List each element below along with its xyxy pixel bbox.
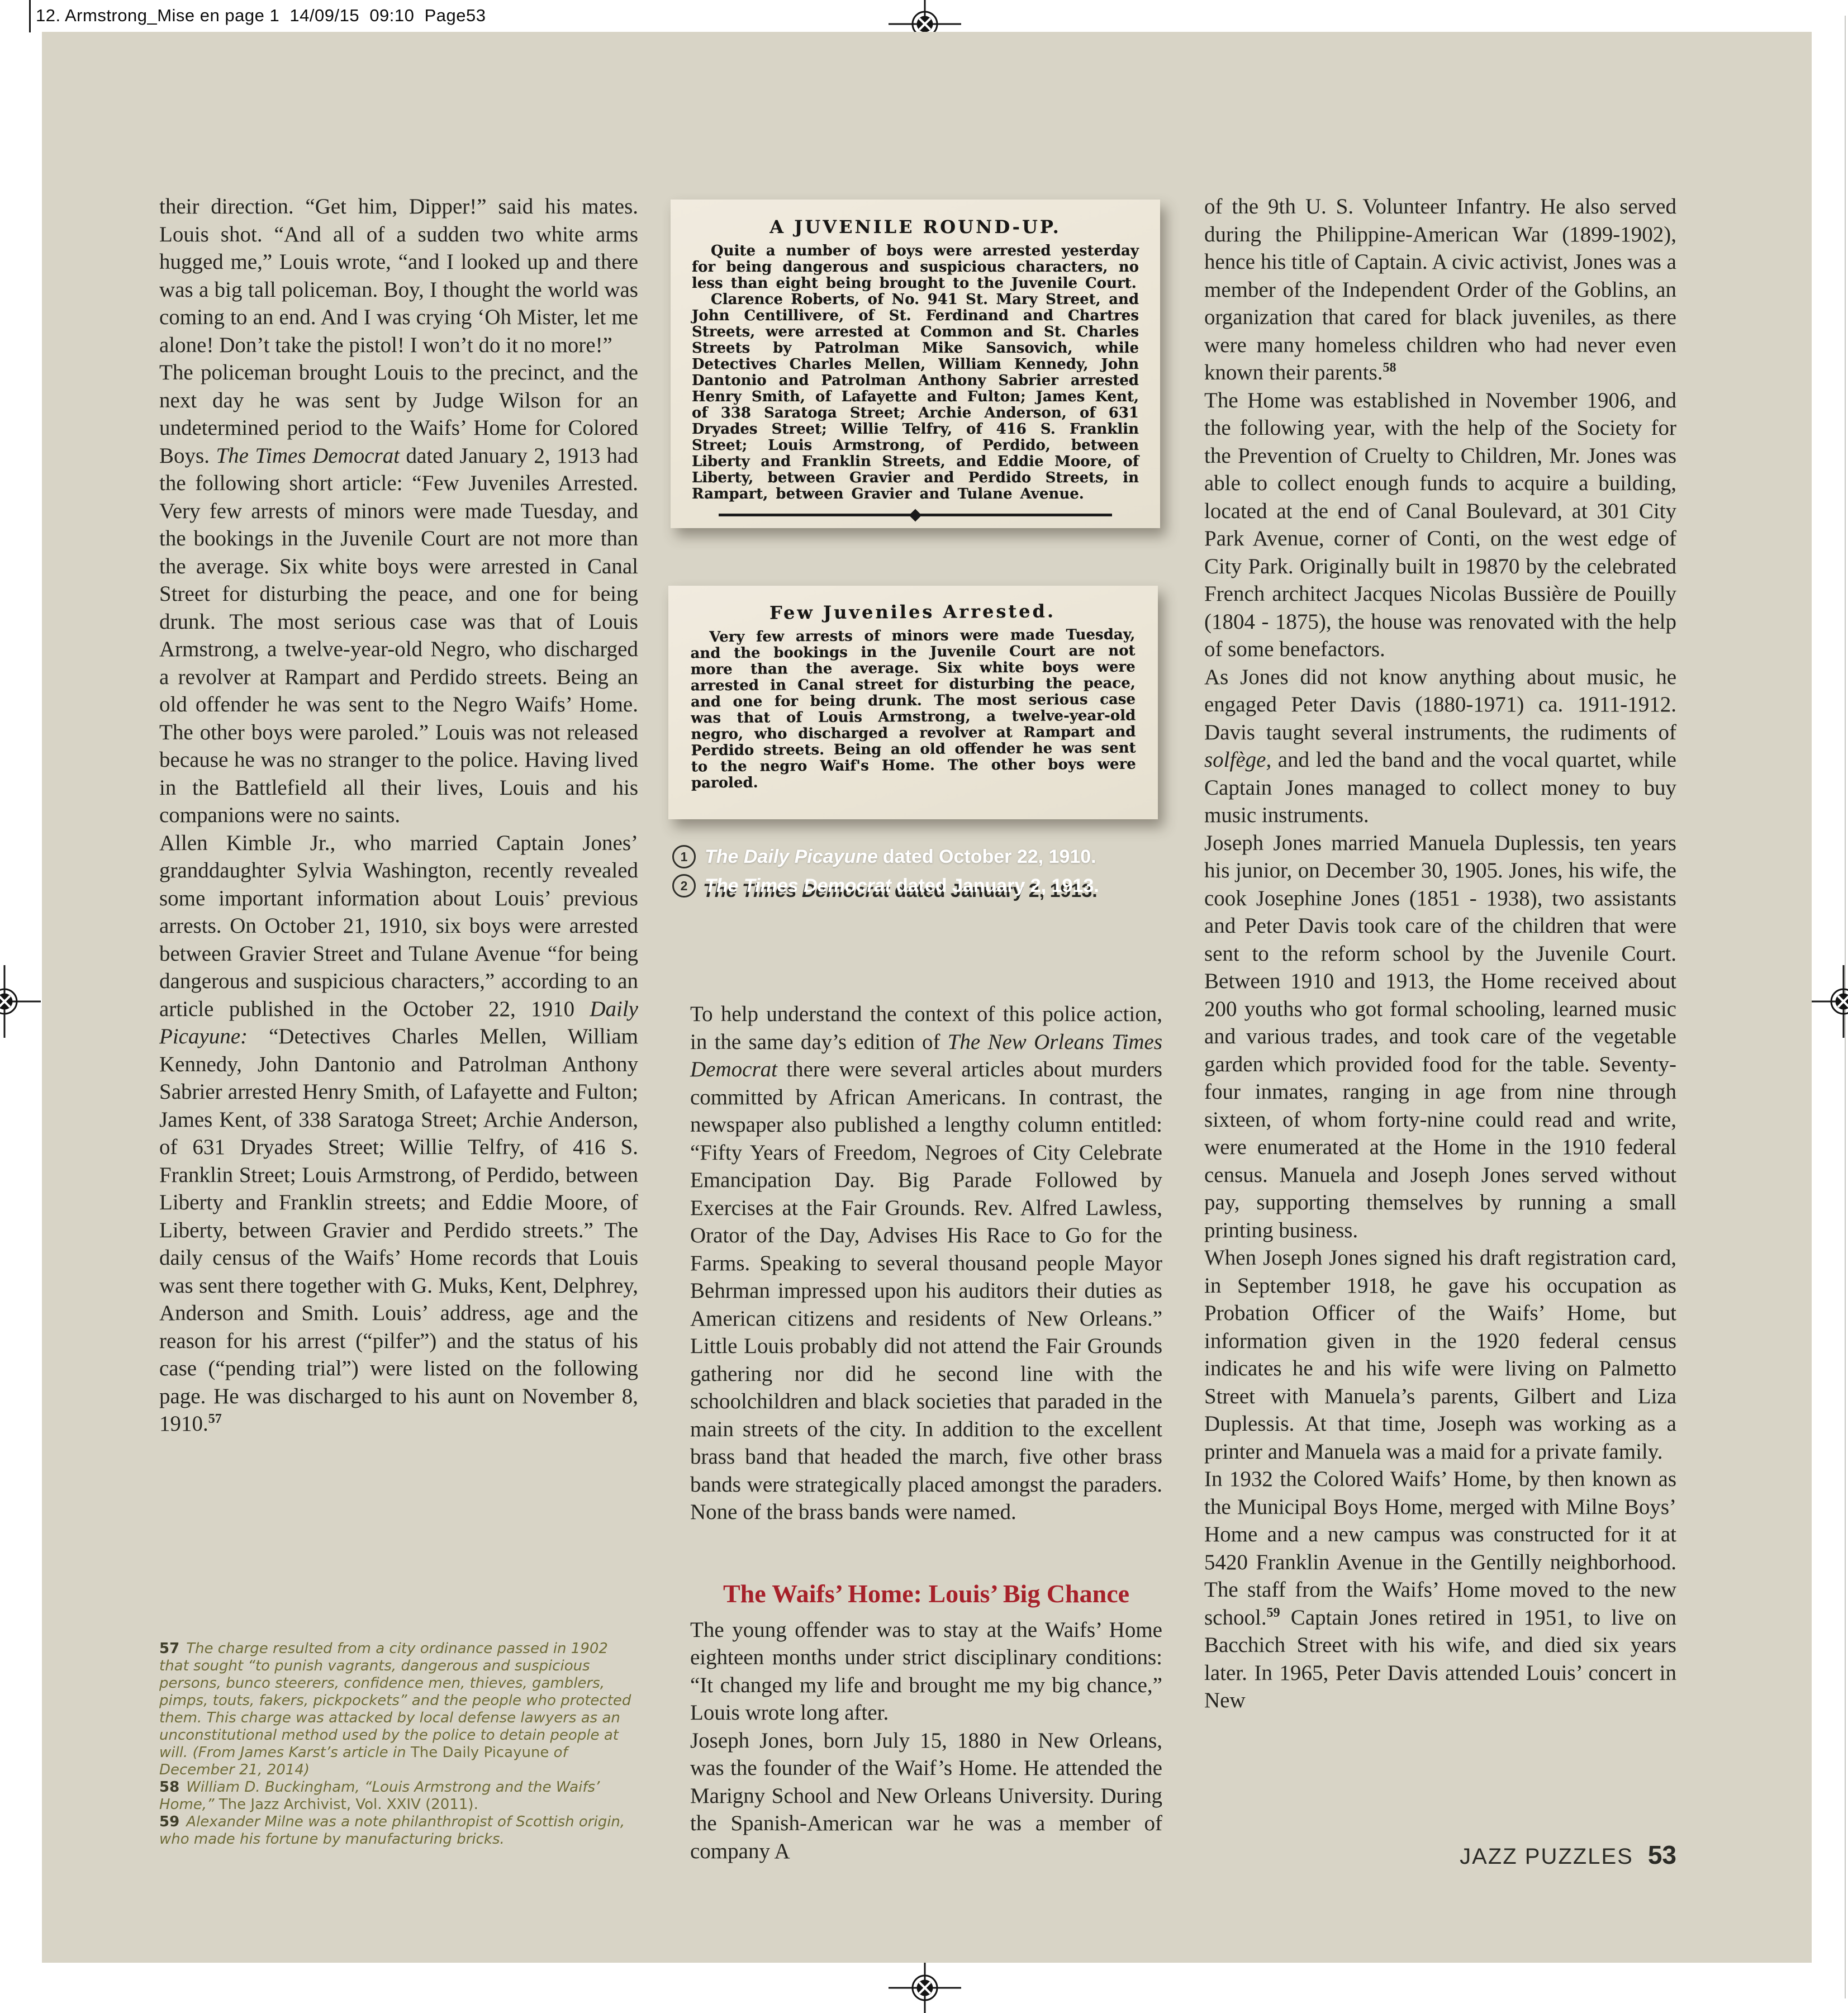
registration-mark-icon: [1807, 965, 1848, 1038]
body-paragraph: Joseph Jones married Manuela Duplessis, ten years his junior, on December 30, 1905. Jones, his wife, the cook Josephine Jones (1851 - 1938), two assistants and Peter Davis took care of the children that were sent to the reform school by the Juvenile Court. Between 1910 and 1913, the Home received about 200 youths who got formal schooling, learned music and various trades, and took care of the vegetable garden which provided food for the table. Seventy-four inmates, ranging in age from nine through sixteen, of whom forty-nine could read and write, were enumerated at the Home in the 1910 federal census. Manuela and Joseph Jones served without pay, supporting themselves by running a small printing business.: [1204, 830, 1676, 1242]
figure-caption-2: [672, 874, 1099, 898]
body-paragraph: The Home was established in November 1906, and the following year, with the help of the Society for the Prevention of Cruelty to Children, Mr. Jones was able to collect enough funds to acquire a building, located at the end of Canal Boulevard, at 301 City Park Avenue, corner of Conti, on the west edge of City Park. Originally built in 19870 by the celebrated French architect Jacques Nicolas Bussière de Pouilly (1804 - 1875), the house was renovated with the help of some benefactors.: [1204, 388, 1676, 661]
footnotes-block: [159, 1640, 640, 1848]
body-paragraph: When Joseph Jones signed his draft registration card, in September 1918, he gave his occupation as Probation Officer of the Waifs’ Home, but information given in the 1920 federal census indicates he and his wife were living on Palmetto Street with Manuela’s parents, Gilbert and Liza Duplessis. At that time, Joseph was working as a printer and Manuela was a maid for a private family.: [1204, 1246, 1676, 1464]
clipping-headline: Few Juveniles Arrested.: [769, 600, 1056, 624]
body-paragraph: The policeman brought Louis to the precinct, and the next day he was sent by Judge Wilson for an undetermined period to the Waifs’ Home for Colored Boys. The Times Democrat dated January 2, 1913 had the following short article: “Few Juveniles Arrested. Very few arrests of minors were made Tuesday, and the bookings in the Juvenile Court are not more than the average. Six white boys were arrested in Canal Street for disturbing the peace, and one for being drunk. The most serious case was that of Louis Armstrong, a twelve-year-old Negro, who discharged a revolver at Rampart and Perdido streets. Being an old offender he was sent to the Negro Waifs’ Home. The other boys were paroled.” Louis was not released because he was no stranger to the police. Having lived in the Battlefield all their lives, Louis and his companions were no saints.: [159, 360, 638, 827]
caption-text: [705, 875, 1099, 897]
caption-date: dated October 22, 1910.: [882, 846, 1096, 867]
body-paragraph: In 1932 the Colored Waifs’ Home, by then known as the Municipal Boys Home, merged with Milne Boys’ Home and a new campus was constructed for it at 5420 Franklin Avenue in the Gentilly neighborhood. The staff from the Waifs’ Home moved to the new school.$^{59}$ Captain Jones retired in 1951, to live on Bacchich Street with his wife, and died six years later. In 1965, Peter Davis attended Louis’ concert in New: [1204, 1467, 1676, 1712]
body-paragraph: their direction. “Get him, Dipper!” said his mates. Louis shot. “And all of a sudden two white arms hugged me,” Louis wrote, “and I looked up and there was a big tall policeman. Boy, I thought the world was coming to an end. And I was crying ‘Oh Mister, let me alone! Don’t take the pistol! I won’t do it no more!”: [159, 194, 638, 357]
book-page: [42, 32, 1812, 1963]
body-paragraph: of the 9th U. S. Volunteer Infantry. He also served during the Philippine-American War (1899-1902), hence his title of Captain. A civic activist, Jones was a member of the Independent Order of the Goblins, an organization that cared for black juveniles, as there were many homeless children who had never even known their parents.$^{58}$: [1204, 194, 1676, 384]
crop-mark-line: [29, 0, 31, 32]
newspaper-clipping-few-juveniles: [668, 586, 1158, 819]
circled-number-1-icon: 1: [672, 845, 696, 868]
footnote-text: The charge resulted from a city ordinance passed in 1902 that sought “to punish vagrants, dangerous and suspicious persons, bunco steerers, confidence men, thieves, gamblers, pimps, touts, fakers, pickpockets” and the people who protected them. This charge was attacked by local defense lawyers as an unconstitutional method used by the police to detain people at will. (From James Karst’s article in The Daily Picayune of December 21, 2014): [159, 1640, 631, 1778]
body-paragraph: The young offender was to stay at the Waifs’ Home eighteen months under strict disciplinary conditions: “It changed my life and brought me my big chance,” Louis wrote long after.: [690, 1617, 1162, 1725]
diamond-ornament-icon: [909, 509, 922, 521]
circled-number-2-icon: 2: [672, 874, 696, 898]
section-heading: The Waifs’ Home: Louis’ Big Chance: [723, 1579, 1130, 1608]
middle-column: [690, 1000, 1162, 1865]
footnote-text: William D. Buckingham, “Louis Armstrong and the Waifs’ Home,” The Jazz Archivist, Vol. XXIV (2011).: [159, 1779, 600, 1813]
footnote-number: 57: [159, 1640, 180, 1657]
caption-source-title: The Times Democrat: [705, 875, 891, 896]
footnote-number: 59: [159, 1813, 180, 1830]
footnote-text: Alexander Milne was a note philanthropist of Scottish origin, who made his fortune by manufacturing bricks.: [159, 1813, 625, 1848]
body-paragraph: Allen Kimble Jr., who married Captain Jones’ granddaughter Sylvia Washington, recently revealed some important information about Louis’ previous arrests. On October 21, 1910, six boys were arrested between Gravier Street and Tulane Avenue “for being dangerous and suspicious characters,” according to an article published in the October 22, 1910 Daily Picayune: “Detectives Charles Mellen, William Kennedy, John Dantonio and Patrolman Anthony Sabrier arrested Henry Smith, of Lafayette and Fulton; James Kent, of 338 Saratoga Street; Archie Anderson, of 631 Dryades Street; Willie Telfry, of 416 S. Franklin Street; Louis Armstrong, of Perdido, between Liberty and Franklin streets; and Eddie Moore, of Liberty, between Gravier and Perdido streets.” The daily census of the Waifs’ Home records that Louis was sent there together with G. Muks, Kent, Delphrey, Anderson and Smith. Louis’ address, age and the reason for his arrest (“pilfer”) and the status of his case (“pending trial”) were listed on the following page. He was discharged to his aunt on November 8, 1910.57: [159, 830, 638, 1436]
footnote: [159, 1813, 640, 1848]
newspaper-clipping-juvenile-roundup: [671, 200, 1160, 528]
footnote: [159, 1640, 640, 1779]
footnote: [159, 1779, 640, 1813]
clipping-headline: A JUVENILE ROUND-UP.: [769, 216, 1061, 238]
page-number: 53: [1647, 1840, 1676, 1869]
clipping-divider-ornament: [719, 514, 1112, 516]
magazine-title: JAZZ PUZZLES: [1460, 1844, 1633, 1869]
prepress-slug: 12. Armstrong_Mise en page 1 14/09/15 09:10 Page53: [36, 6, 486, 25]
body-paragraph: To help understand the context of this police action, in the same day’s edition of The New Orleans Times Democrat there were several articles about murders committed by African Americans. In contrast, the newspaper also published a lengthy column entitled: “Fifty Years of Freedom, Negroes of City Celebrate Emancipation Day. Big Parade Followed by Exercises at the Fair Grounds. Rev. Alfred Lawless, Orator of the Day, Advises His Race to Go for the Farms. Speaking to several thousand people Mayor Behrman impressed upon his auditors their duties as American citizens and residents of New Orleans.” Little Louis probably did not attend the Fair Grounds gathering nor did he second line with the schoolchildren and black societies that paraded in the main streets of the city. In addition to the excellent brass band that headed the march, five other brass bands were strategically placed amongst the paraders. None of the brass bands were named.: [690, 1002, 1162, 1524]
caption-date: dated January 2, 1913.: [896, 875, 1099, 896]
clipping-paragraph: Very few arrests of minors were made Tuesday, and the bookings in the Juvenile Court are not more than the average. Six white boys were arrested in Canal street for disturbing the peace, and one for being drunk. The most serious case was that of Louis Armstrong, a twelve-year-old negro, who discharged a revolver at Rampart and Perdido streets. Being an old offender he was sent to the negro Waif's Home. The other boys were paroled.: [690, 626, 1136, 792]
footnote-number: 58: [159, 1779, 180, 1796]
clipping-paragraph: Quite a number of boys were arrested yesterday for being dangerous and suspicious characters, no less than eight being brought to the Juvenile Court.: [692, 243, 1139, 292]
caption-text: [705, 846, 1096, 868]
body-paragraph: As Jones did not know anything about music, he engaged Peter Davis (1880-1971) ca. 1911-1912. Davis taught several instruments, the rudiments of solfège, and led the band and the vocal quartet, while Captain Jones managed to collect money to buy music instruments.: [1204, 664, 1676, 827]
page-footer: [1204, 1840, 1676, 1870]
clipping-paragraph: Clarence Roberts, of No. 941 St. Mary Street, and John Centillivere, of St. Ferdinand and Chartres Streets, were arrested at Common and St. Charles Streets by Patrolman Mike Sansovich, while Detectives Charles Mellen, William Kennedy, John Dantonio and Patrolman Anthony Sabrier arrested Henry Smith, of Lafayette and Fulton; James Kent, of 338 Saratoga Street; Archie Anderson, of 631 Dryades Street; Willie Telfry, of 416 S. Franklin Street; Louis Armstrong, of Perdido, between Liberty and Franklin Streets, and Eddie Moore, of Liberty, between Gravier and Perdido Streets, in Rampart, between Gravier and Tulane Avenue.: [692, 291, 1139, 502]
right-column: [1204, 193, 1676, 1715]
caption-source-title: The Daily Picayune: [705, 846, 878, 867]
figure-caption-1: [672, 845, 1096, 868]
body-paragraph: Joseph Jones, born July 15, 1880 in New Orleans, was the founder of the Waif’s Home. He attended the Marigny School and New Orleans University. During the Spanish-American war he was a member of company A: [690, 1728, 1162, 1863]
clipping-content: [690, 600, 1136, 792]
left-column: [159, 193, 638, 1438]
registration-mark-icon: [0, 965, 41, 1038]
